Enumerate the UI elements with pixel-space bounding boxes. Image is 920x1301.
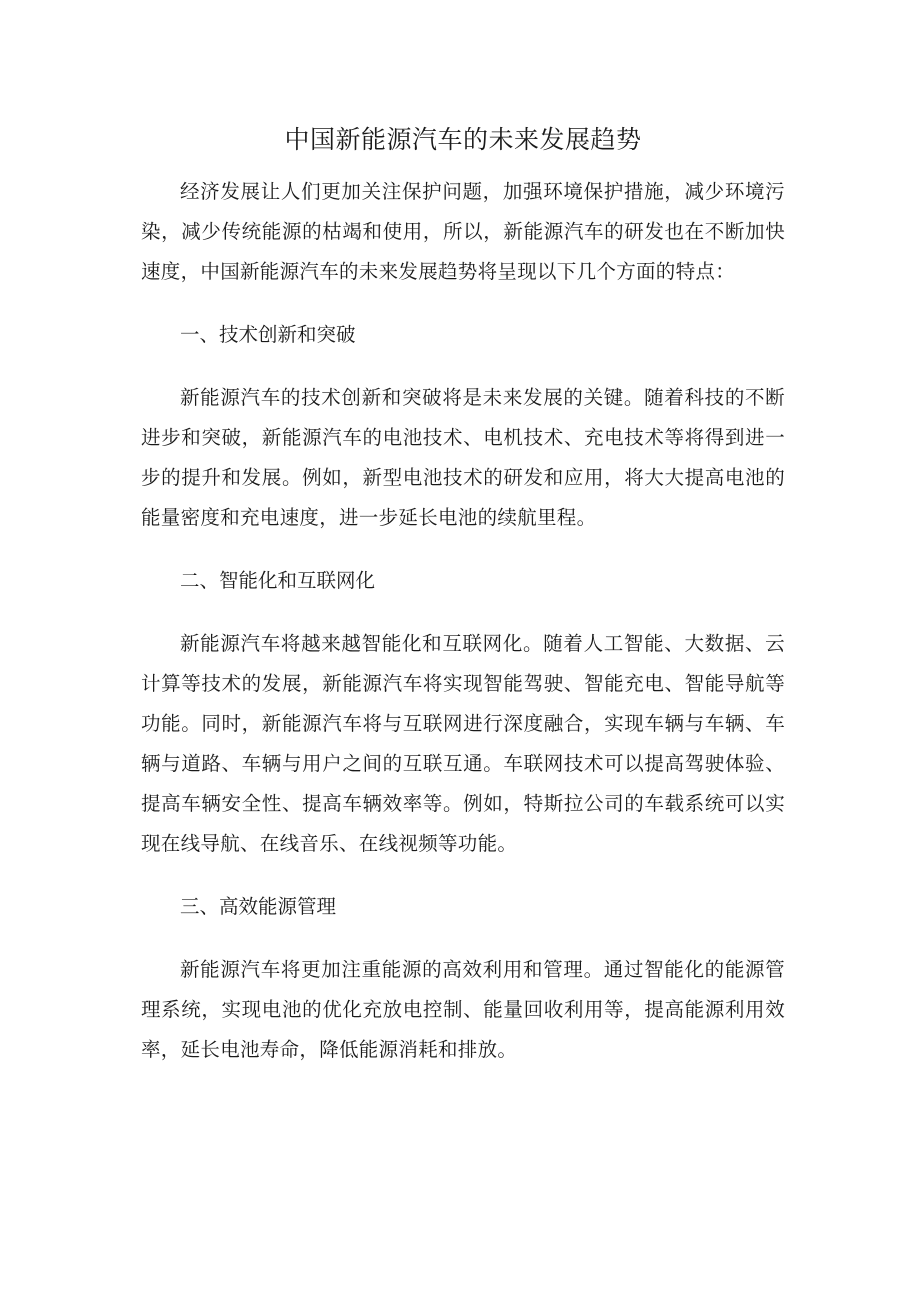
section-body-energy: 新能源汽车将更加注重能源的高效利用和管理。通过智能化的能源管理系统，实现电池的优化充放电控制、能量回收利用等，提高能源利用效率，延长电池寿命，降低能源消耗和排放。 xyxy=(141,958,785,1061)
intro-paragraph: 经济发展让人们更加关注保护问题，加强环境保护措施，减少环境污染，减少传统能源的枯竭和使用，所以，新能源汽车的研发也在不断加快速度，中国新能源汽车的未来发展趋势将呈现以下几个方面的特点： xyxy=(141,180,785,283)
section-body-smart: 新能源汽车将越来越智能化和互联网化。随着人工智能、大数据、云计算等技术的发展，新能源汽车将实现智能驾驶、智能充电、智能导航等功能。同时，新能源汽车将与互联网进行深度融合，实现车辆与车辆、车辆与道路、车辆与用户之间的互联互通。车联网技术可以提高驾驶体验、提高车辆安全性、提高车辆效率等。例如，特斯拉公司的车载系统可以实现在线导航、在线音乐、在线视频等功能。 xyxy=(141,632,785,855)
section-heading-smart: 二、智能化和互联网化 xyxy=(180,569,376,592)
section-heading-tech: 一、技术创新和突破 xyxy=(180,323,356,346)
section-body-tech: 新能源汽车的技术创新和突破将是未来发展的关键。随着科技的不断进步和突破，新能源汽车的电池技术、电机技术、充电技术等将得到进一步的提升和发展。例如，新型电池技术的研发和应用，将大大提高电池的能量密度和充电速度，进一步延长电池的续航里程。 xyxy=(141,386,785,529)
section-heading-energy: 三、高效能源管理 xyxy=(180,895,337,918)
document-title: 中国新能源汽车的未来发展趋势 xyxy=(284,125,642,154)
